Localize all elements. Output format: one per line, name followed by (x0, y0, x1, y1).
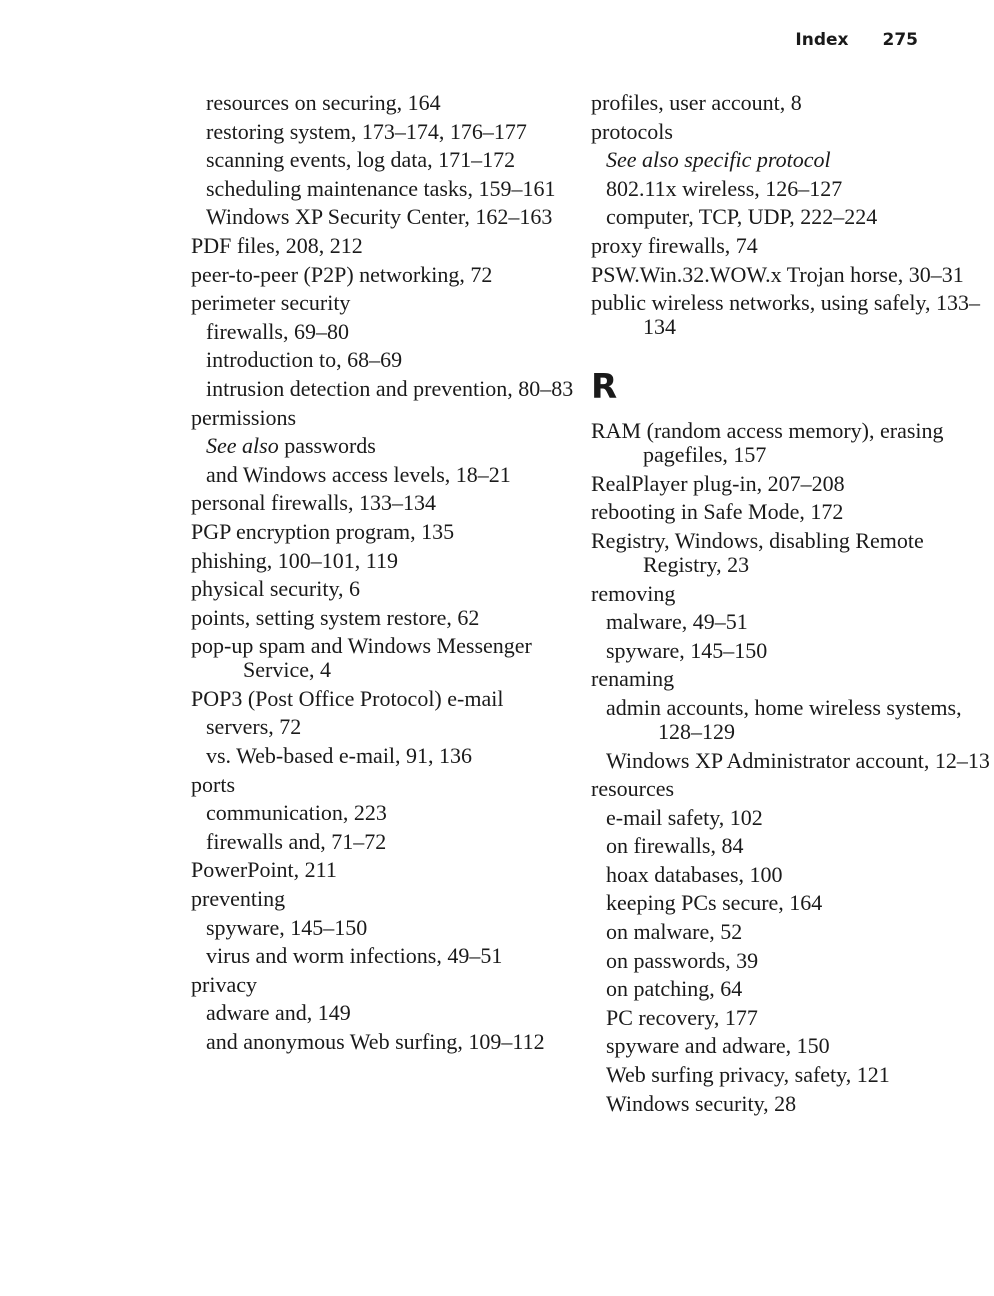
index-subentry: virus and worm infections, 49–51 (206, 943, 503, 969)
index-entry: permissions (191, 404, 297, 430)
index-subentry: and Windows access levels, 18–21 (206, 461, 511, 487)
index-subentry: on malware, 52 (606, 919, 743, 945)
index-subentry: restoring system, 173–174, 176–177 (206, 118, 527, 144)
index-entry: public wireless networks, using safely, 133–134 (591, 290, 981, 340)
index-column-left (191, 91, 586, 1059)
index-entry: resources (591, 776, 675, 802)
page-number: 275 (882, 30, 918, 50)
index-subentry: Windows security, 28 (606, 1090, 797, 1116)
index-subentry: malware, 49–51 (606, 609, 748, 635)
index-subentry: keeping PCs secure, 164 (606, 890, 823, 916)
index-subentry: PC recovery, 177 (606, 1004, 758, 1030)
index-entry: physical security, 6 (191, 576, 361, 602)
index-subentry: resources on securing, 164 (206, 90, 441, 115)
index-entry: profiles, user account, 8 (591, 90, 802, 115)
index-entry: POP3 (Post Office Protocol) e-mail (191, 685, 504, 711)
index-entry: rebooting in Safe Mode, 172 (591, 499, 844, 525)
see-also-reference: See also (206, 433, 279, 459)
index-subentry (591, 148, 991, 172)
index-entry: points, setting system restore, 62 (191, 604, 480, 630)
index-subentry: introduction to, 68–69 (206, 347, 403, 373)
index-entry: Registry, Windows, disabling Remote Registry, 23 (591, 527, 924, 577)
index-entry: personal firewalls, 133–134 (191, 490, 436, 516)
header-title: Index (795, 30, 849, 50)
index-subentry: on firewalls, 84 (606, 833, 744, 859)
index-subentry: on passwords, 39 (606, 947, 759, 973)
index-entry: perimeter security (191, 290, 351, 316)
index-entry: phishing, 100–101, 119 (191, 547, 398, 573)
index-subentry: spyware, 145–150 (206, 914, 368, 940)
section-letter: R (591, 367, 618, 408)
index-subentry: and anonymous Web surfing, 109–112 (206, 1029, 545, 1054)
index-entry: PowerPoint, 211 (191, 857, 337, 883)
index-entry: renaming (591, 666, 675, 692)
index-entry: privacy (191, 971, 257, 997)
index-subentry: spyware, 145–150 (606, 637, 768, 663)
index-entry: RealPlayer plug-in, 207–208 (591, 470, 845, 496)
index-subentry: scanning events, log data, 171–172 (206, 147, 516, 173)
index-subentry: intrusion detection and prevention, 80–83 (206, 375, 574, 401)
index-subentry: firewalls and, 71–72 (206, 828, 387, 854)
index-subentry: vs. Web-based e-mail, 91, 136 (206, 743, 473, 769)
index-subentry: on patching, 64 (606, 976, 743, 1002)
index-subentry: hoax databases, 100 (606, 861, 783, 887)
index-subentry: e-mail safety, 102 (606, 804, 763, 830)
see-also-reference: See also specific protocol (606, 147, 831, 173)
index-subentry: servers, 72 (206, 714, 302, 740)
index-entry: proxy firewalls, 74 (591, 232, 758, 258)
index-entry: protocols (591, 118, 673, 144)
entry-text: passwords (278, 433, 376, 459)
index-subentry: firewalls, 69–80 (206, 318, 349, 344)
index-subentry: spyware and adware, 150 (606, 1033, 830, 1059)
index-column-right (591, 91, 991, 1120)
index-entry: PDF files, 208, 212 (191, 232, 363, 258)
index-entry: removing (591, 580, 676, 606)
index-subentry: adware and, 149 (206, 1000, 351, 1026)
index-subentry: 802.11x wireless, 126–127 (606, 175, 843, 201)
index-entry: PSW.Win.32.WOW.x Trojan horse, 30–31 (591, 261, 964, 287)
index-subentry: admin accounts, home wireless systems, 128–129 (606, 694, 962, 744)
index-entry: preventing (191, 886, 286, 912)
index-subentry: communication, 223 (206, 800, 387, 826)
index-entry: pop-up spam and Windows Messenger Service, 4 (191, 633, 532, 683)
index-subentry (191, 434, 586, 458)
index-entry: ports (191, 771, 235, 797)
index-subentry: Windows XP Security Center, 162–163 (206, 204, 553, 230)
index-entry: RAM (random access memory), erasing pagefiles, 157 (591, 418, 944, 468)
index-entry: PGP encryption program, 135 (191, 518, 455, 544)
index-subentry: Web surfing privacy, safety, 121 (606, 1062, 890, 1088)
index-subentry: scheduling maintenance tasks, 159–161 (206, 175, 556, 201)
index-subentry: Windows XP Administrator account, 12–13 (606, 747, 990, 773)
index-entry: peer-to-peer (P2P) networking, 72 (191, 261, 493, 287)
running-header (0, 30, 918, 50)
index-subentry: computer, TCP, UDP, 222–224 (606, 204, 878, 230)
